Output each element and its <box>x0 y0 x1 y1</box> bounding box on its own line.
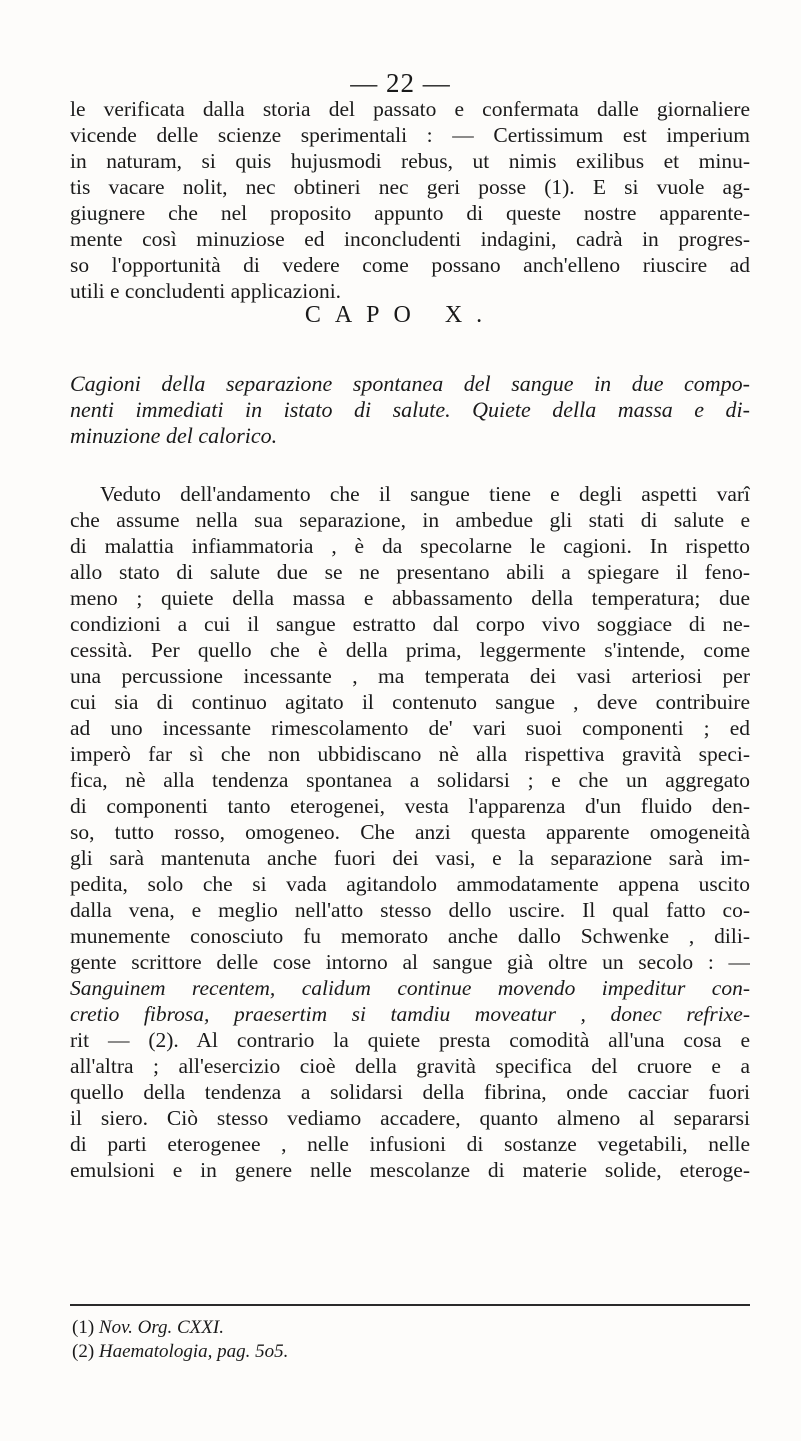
text-line: gli sarà mantenuta anche fuori dei vasi, e la separazione sarà im- <box>70 846 750 870</box>
text-line: so l'opportunità di vedere come possano anch'elleno riuscire ad <box>70 253 750 277</box>
heading-line: minuzione del calorico. <box>70 423 278 448</box>
text-line: mente così minuziose ed inconcludenti indagini, cadrà in progres- <box>70 227 750 251</box>
heading-line: nenti immediati in istato di salute. Quiete della massa e di- <box>70 397 750 422</box>
footnote <box>72 1340 672 1364</box>
footnote-divider <box>70 1304 750 1306</box>
text-line: le verificata dalla storia del passato e confermata dalle giornaliere <box>70 97 750 121</box>
text-line: cui sia di continuo agitato il contenuto sangue , deve contribuire <box>70 690 750 714</box>
chapter-heading <box>70 370 750 448</box>
text-line: cessità. Per quello che è della prima, leggermente s'intende, come <box>70 638 750 662</box>
footnote <box>72 1316 672 1340</box>
text-line: condizioni a cui il sangue estratto dal corpo vivo soggiace di ne- <box>70 612 750 636</box>
text-line: all'altra ; all'esercizio cioè della gravità specifica del cruore e a <box>70 1054 750 1078</box>
text-line: allo stato di salute due se ne presentano abili a spiegare il feno- <box>70 560 750 584</box>
text-line: munemente conosciuto fu memorato anche dallo Schwenke , dili- <box>70 924 750 948</box>
text-line: cretio fibrosa, praesertim si tamdiu moveatur , donec refrixe- <box>70 1002 750 1026</box>
text-line: emulsioni e in genere nelle mescolanze di materie solide, eteroge- <box>70 1158 750 1182</box>
text-line: dalla vena, e meglio nell'atto stesso dello uscire. Il qual fatto co- <box>70 898 750 922</box>
text-line: fica, nè alla tendenza spontanea a solidarsi ; e che un aggregato <box>70 768 750 792</box>
text-line: vicende delle scienze sperimentali : — Certissimum est imperium <box>70 123 750 147</box>
text-line: una percussione incessante , ma temperata dei vasi arteriosi per <box>70 664 750 688</box>
text-line: di componenti tanto eterogenei, vesta l'apparenza d'un fluido den- <box>70 794 750 818</box>
footnote-reference: Nov. Org. CXXI. <box>98 1317 224 1338</box>
text-line: giugnere che nel proposito appunto di queste nostre apparente- <box>70 201 750 225</box>
text-line: rit — (2). Al contrario la quiete presta comodità all'una cosa e <box>70 1028 750 1052</box>
text-line: ad uno incessante rimescolamento de' vari suoi componenti ; ed <box>70 716 750 740</box>
chapter-title: CAPO X. <box>304 302 497 328</box>
text-line: Sanguinem recentem, calidum continue movendo impeditur con- <box>70 976 750 1000</box>
text-line: il siero. Ciò stesso vediamo accadere, quanto almeno al separarsi <box>70 1106 750 1130</box>
text-line: pedita, solo che si vada agitandolo ammodatamente appena uscito <box>70 872 750 896</box>
text-line: tis vacare nolit, nec obtineri nec geri posse (1). E si vuole ag- <box>70 175 750 199</box>
text-line: che assume nella sua separazione, in ambedue gli stati di salute e <box>70 508 750 532</box>
intro-paragraph <box>70 96 750 304</box>
page-number: — 22 — <box>350 68 451 98</box>
text-line: so, tutto rosso, omogeneo. Che anzi questa apparente omogeneità <box>70 820 750 844</box>
body-paragraph <box>70 481 750 1183</box>
footnote-reference: Haematologia, pag. 5o5. <box>98 1341 289 1362</box>
footnotes <box>72 1316 672 1364</box>
footnote-mark: (2) <box>72 1341 95 1362</box>
footnote-mark: (1) <box>72 1317 95 1338</box>
text-line: in naturam, si quis hujusmodi rebus, ut nimis exilibus et minu- <box>70 149 750 173</box>
text-line: di malattia infiammatoria , è da specolarne le cagioni. In rispetto <box>70 534 750 558</box>
text-line: imperò far sì che non ubbidiscano nè alla rispettiva gravità speci- <box>70 742 750 766</box>
text-line: Veduto dell'andamento che il sangue tiene e degli aspetti varî <box>100 482 750 506</box>
text-line: utili e concludenti applicazioni. <box>70 279 342 303</box>
text-line: quello della tendenza a solidarsi della fibrina, onde cacciar fuori <box>70 1080 750 1104</box>
text-line: gente scrittore delle cose intorno al sangue già oltre un secolo : — <box>70 950 750 974</box>
text-line: meno ; quiete della massa e abbassamento della temperatura; due <box>70 586 750 610</box>
heading-line: Cagioni della separazione spontanea del sangue in due compo- <box>70 371 750 396</box>
text-line: di parti eterogenee , nelle infusioni di sostanze vegetabili, nelle <box>70 1132 750 1156</box>
